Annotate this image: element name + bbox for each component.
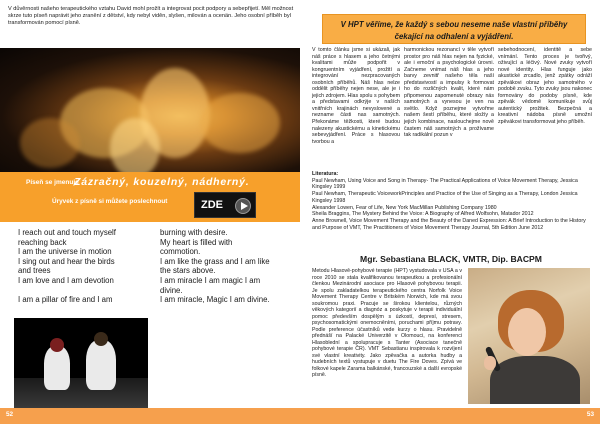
poem-line: I am miracle I am magic I am bbox=[160, 275, 261, 285]
portrait-body bbox=[490, 356, 580, 404]
poem-line: commotion. bbox=[160, 247, 201, 257]
poem-line: reaching back bbox=[18, 237, 67, 247]
poem-line: I am the universe in motion bbox=[18, 247, 112, 257]
poem-line: I am love and I am devotion bbox=[18, 275, 114, 285]
stage-performance-photo bbox=[14, 318, 148, 408]
poem-line: My heart is filled with bbox=[160, 237, 233, 247]
poem-line: I am a pillar of fire and I am bbox=[18, 295, 113, 305]
article-column-1: V tomto článku jsme si ukázali, jak náš práce s hlasem a jeho četnými kvalitami může podpořit v kongruentním vyjádření, prožití a integrování nezpracovaných osobních příběhů. Náš hlas nelze oddělit příběhy nejen nese, ale je i jejich zdrojem. Hlas spolu s pohybem a představami odkrýje v naších vnitřních krajinách nevyslovené a nezname části nas samotných. Překonáme těžkosti, které budou nalezeny akustickému a kinetickému sebevyjádření. Práce s hlasovou tvorbou a bbox=[312, 47, 400, 145]
pull-quote bbox=[322, 14, 586, 44]
poem-line: burning with desire. bbox=[160, 228, 228, 237]
literature-item: Paul Newham, Therapeutic VoiceworkPrinciples and Practice of the Use of Singing as a Therapy, London Jessica Kingsley 1998 bbox=[312, 191, 578, 204]
portrait-face bbox=[508, 308, 546, 356]
performer-hair bbox=[94, 332, 108, 346]
footer-bar bbox=[0, 408, 300, 424]
performer-hair bbox=[50, 338, 64, 352]
poem-gap bbox=[18, 286, 154, 296]
intro-paragraph: V důvěrnosti našeho terapeutického vztahu David mohl prožít a integrovat pocit podpory a sebepřijetí. Měl možnost skrze tuto píseň naprávit jeho zranění z dětství, kdy nebyl viděn, slyšen, milován a ocenän. Jeho osobní příběh byl transformován pomocí písně. bbox=[8, 6, 294, 27]
literature-section bbox=[312, 171, 590, 231]
song-title-prefix: Píseň se jmenuje bbox=[26, 179, 79, 186]
dance-photo bbox=[0, 48, 300, 172]
author-portrait bbox=[468, 268, 590, 404]
literature-item: Sheila Braggins, The Mystery Behind the Voice: A Biography of Alfred Wolfsohn, Matador 2012 bbox=[312, 211, 534, 218]
stage-floor bbox=[14, 378, 148, 408]
page-number: 52 bbox=[6, 411, 14, 418]
author-bio-text: Metodu Hlasově-pohybové terapie (HPT) vystudovala v USA a v roce 2010 se stala kvalifikovanou terapeutkou a profesionální členkou Mezinárodní asociace pro Hlasově pohybovou terapii. Je spolu zakladatelkou terapeutického centra Norfolk Voice Movement Therapy Centre v Britském Norwich, kde má svou soukromou praxi. Pracuje se širokou klientelou, různých věkových kategorií a diagnóz a poskytuje v terapii individuální pomoc především dospělým s úzkostí, depresí, stresem, psychosomatickými onemocněními, poruchami příjmu potravy. Podle preference účastníků vede kurzy o hlasu. Pravidelně přednáší na Palacké Univerzitě v Olomouci, na konferenci Hlasoblední a spolupracuje s Tanter (Asociace tanečně pohybové terapie ČR). VMT Sebastianu inspirovala k rozvíjení své vlastní kreativity. Jako zpěvačka a autorka hudby a hudebních textů vystupuje v duetu The Fire Doves. Zpívá ve folkové kapele Zarama balkánské, francouzské a další evropské písně. bbox=[312, 268, 462, 378]
literature-item: Alexander Lowen, Fear of Life, New York MacMillan Publishing Company 1980 bbox=[312, 204, 497, 211]
song-title-name: Zázračný, kouzelný, nádherný. bbox=[74, 176, 250, 188]
video-link-label: ZDE bbox=[201, 199, 223, 211]
poem-column-1 bbox=[18, 228, 154, 305]
performer-figure bbox=[86, 340, 116, 390]
portrait-hand bbox=[484, 356, 496, 370]
poem-line: and trees bbox=[18, 266, 51, 276]
literature-item: Paul Newham, Using Voice and Song in Therapy- The Practical Applications of Voice Movement Therapy, Jessica Kingsley 1999 bbox=[312, 177, 578, 191]
poem-line: I sing out and hear the birds bbox=[18, 256, 115, 266]
footer-bar bbox=[300, 408, 600, 424]
poem-line: I reach out and touch myself bbox=[18, 228, 116, 237]
pull-quote-line-1: V HPT věříme, že každý s sebou neseme naše vlastní příběhy bbox=[340, 20, 568, 29]
page-number: 53 bbox=[586, 411, 594, 418]
literature-item: Anne Brownell, Voice Movement Therapy and the Beauty of the Daned Expression: A Brief Introduction to the History and Purpose of VMT, The Practitioners of Voice Movement Therapy Journal, 5th Edition June 2012 bbox=[312, 217, 586, 231]
article-column-3: sebehodnocení, identitě a sebe vnímání. Tento proces je tvořivý, oživující a léčivý. Nové zvuky vytvoří nové identity. Hlas funguje jako akustické zrcadlo, jenž zpátky odráží zpěvákovi obraz jeho samotného v podobě zvuku. Tyto zvuky jsou nakonec formovány do podoby písně, kde zpěvák vědomě komunikuje svůj autentický prožitek. Bezpečná a kreativní nádoba písně umožní zpěvákovi transformovat jeho příběh. bbox=[498, 47, 592, 126]
poem-line: I am like the grass and I am like bbox=[160, 256, 270, 266]
poem-line: the stars above. bbox=[160, 266, 216, 276]
poem-line: divine. bbox=[160, 285, 183, 295]
performer-figure bbox=[44, 346, 70, 390]
poem-line: I am miracle, Magic I am divine. bbox=[160, 295, 270, 305]
author-bio-title: Mgr. Sebastiana BLACK, VMTR, Dip. BACPM bbox=[360, 254, 542, 264]
video-link[interactable] bbox=[194, 192, 256, 218]
article-column-2: harmonickou rezonancí v těle vytvoří prostor pro náš hlas nejen na fyzické, ale i emoční a psychologické úrovni. Začneme vnímat náš hlas a jeho barvy zevnitř našeho těla naší představivostí a impulsy k formovat ho do rozličných kvalit, které nám připomenou zapomenuté obrazy nás samotných a vynesou je ven na světlo. Když poznejme vytvořme našem šestí příběhu, které složíy a jejich kombinace, naslouchejme nově častem náš samotných a prožívame tak radikální pozun v bbox=[404, 47, 494, 139]
play-icon[interactable] bbox=[235, 198, 251, 214]
literature-heading: Literatura: bbox=[312, 171, 339, 177]
excerpt-label: Úryvek z písně si můžete poslechnout bbox=[52, 198, 168, 205]
right-page bbox=[300, 0, 600, 424]
poem-column-2 bbox=[160, 228, 290, 305]
pull-quote-line-2: čekající na odhalení a vyjádření. bbox=[394, 32, 514, 41]
song-title bbox=[0, 176, 300, 190]
